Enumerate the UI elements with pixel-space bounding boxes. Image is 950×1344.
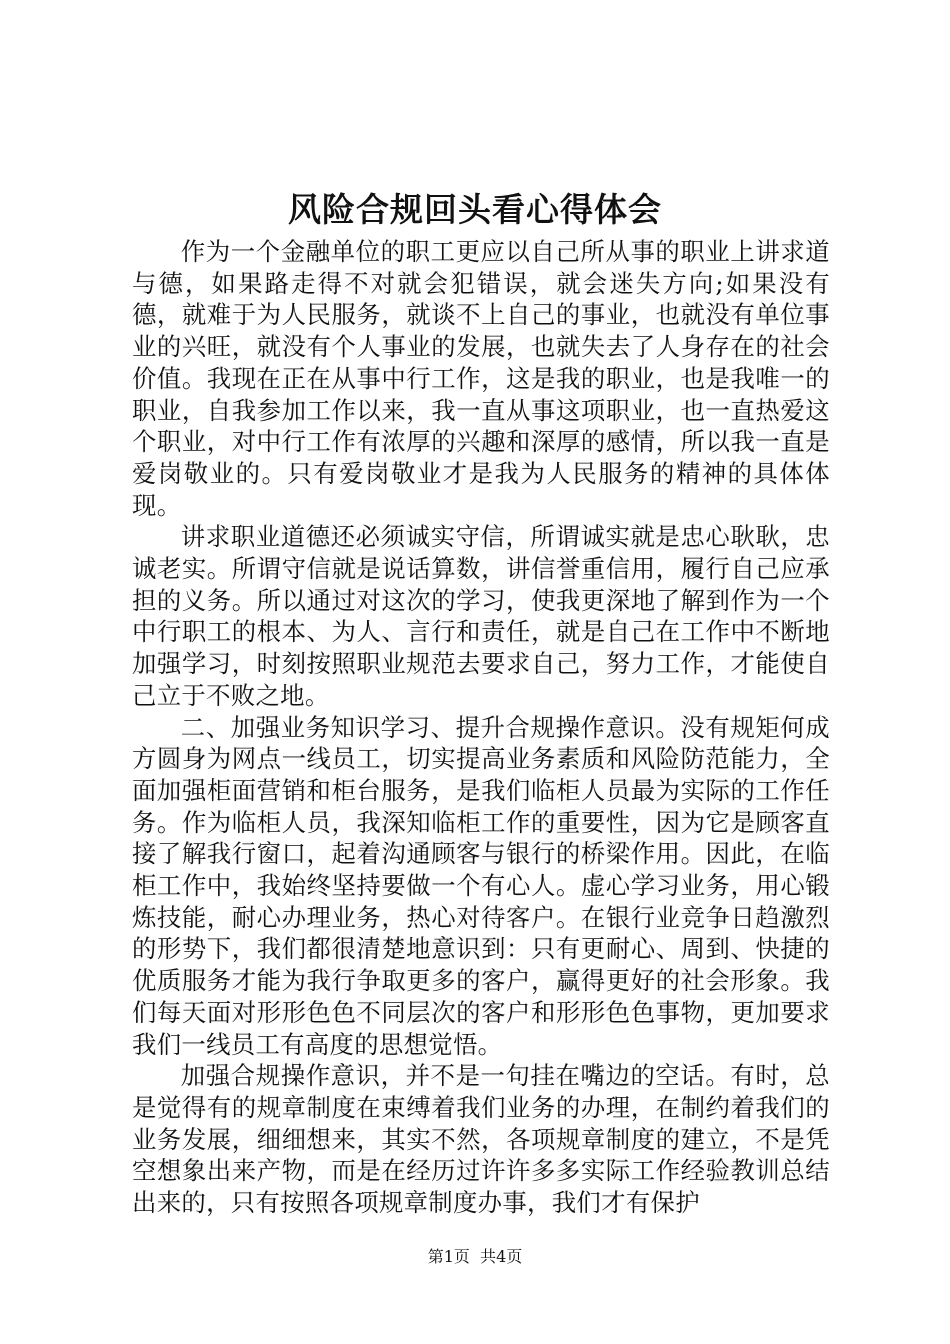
paragraph-2: 讲求职业道德还必须诚实守信，所谓诚实就是忠心耿耿，忠诚老实。所谓守信就是说话算数，讲信誉重信用，履行自己应承担的义务。所以通过对这次的学习，使我更深地了解到作为一个中行职工的根本、为人、言行和责任，就是自己在工作中不断地加强学习，时刻按照职业规范去要求自己，努力工作，才能使自己立于不败之地。 — [132, 522, 830, 710]
document-title: 风险合规回头看心得体会 — [288, 190, 662, 229]
document-body — [132, 236, 830, 1219]
page-footer — [0, 1245, 950, 1269]
page-number: 第1页 — [427, 1247, 470, 1266]
page-total: 共4页 — [480, 1247, 523, 1266]
paragraph-3: 二、加强业务知识学习、提升合规操作意识。没有规矩何成方圆身为网点一线员工，切实提高业务素质和风险防范能力，全面加强柜面营销和柜台服务，是我们临柜人员最为实际的工作任务。作为临柜人员，我深知临柜工作的重要性，因为它是顾客直接了解我行窗口，起着沟通顾客与银行的桥梁作用。因此，在临柜工作中，我始终坚持要做一个有心人。虚心学习业务，用心锻炼技能，耐心办理业务，热心对待客户。在银行业竞争日趋激烈的形势下，我们都很清楚地意识到：只有更耐心、周到、快捷的优质服务才能为我行争取更多的客户，赢得更好的社会形象。我们每天面对形形色色不同层次的客户和形形色色事物，更加要求我们一线员工有高度的思想觉悟。 — [132, 712, 830, 1059]
paragraph-4: 加强合规操作意识，并不是一句挂在嘴边的空话。有时，总是觉得有的规章制度在束缚着我们业务的办理，在制约着我们的业务发展，细细想来，其实不然，各项规章制度的建立，不是凭空想象出来产物，而是在经历过许许多多实际工作经验教训总结出来的，只有按照各项规章制度办事，我们才有保护 — [132, 1061, 830, 1218]
paragraph-1: 作为一个金融单位的职工更应以自己所从事的职业上讲求道与德，如果路走得不对就会犯错误，就会迷失方向;如果没有德，就难于为人民服务，就谈不上自己的事业，也就没有单位事业的兴旺，就没有个人事业的发展，也就失去了人身存在的社会价值。我现在正在从事中行工作，这是我的职业，也是我唯一的职业，自我参加工作以来，我一直从事这项职业，也一直热爱这个职业，对中行工作有浓厚的兴趣和深厚的感情，所以我一直是爱岗敬业的。只有爱岗敬业才是我为人民服务的精神的具体体现。 — [132, 237, 830, 520]
